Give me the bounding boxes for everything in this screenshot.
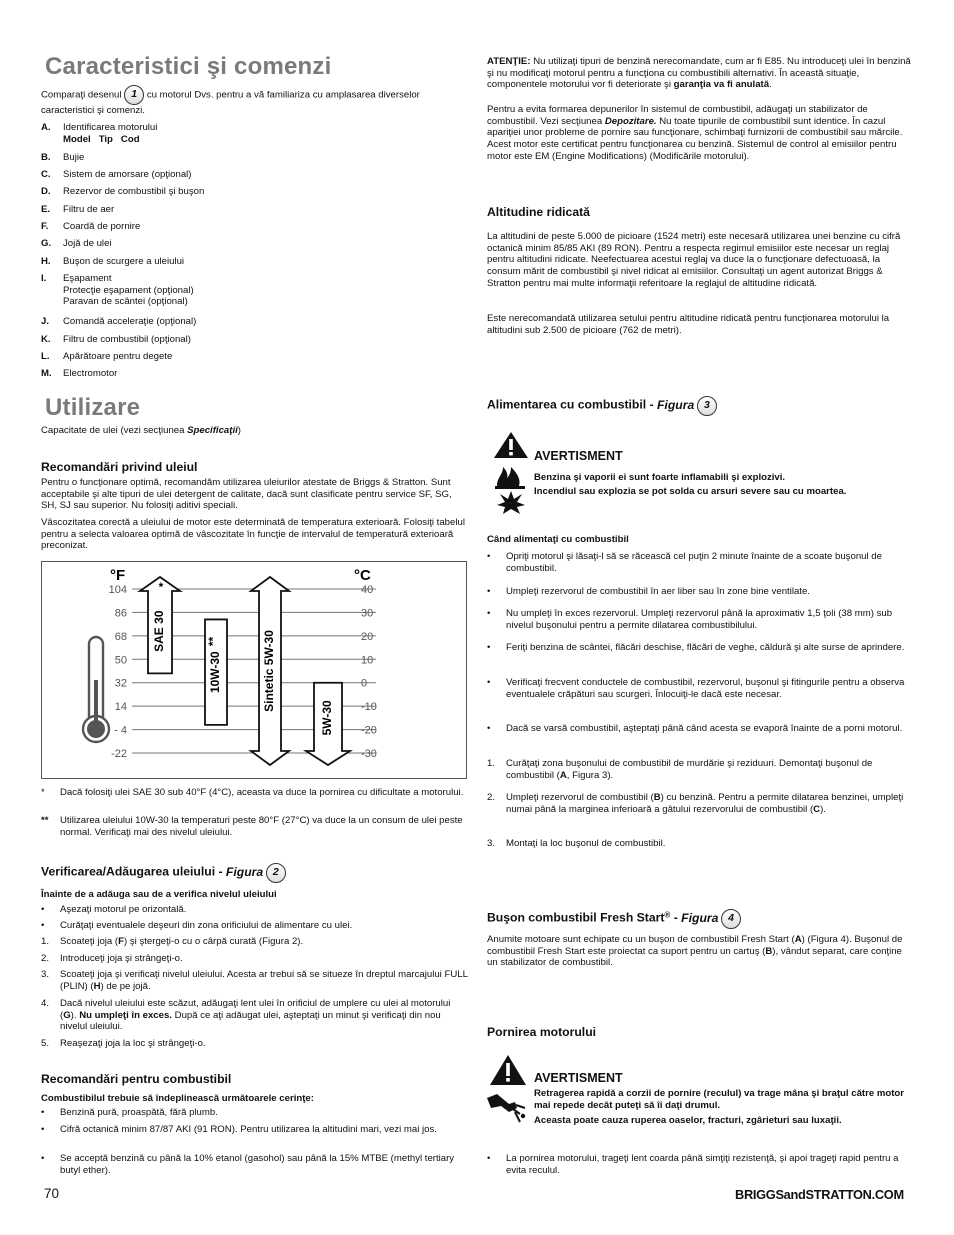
warning1-title: AVERTISMENT <box>534 449 623 463</box>
list-marker: 5. <box>41 1038 50 1049</box>
feature-text <box>63 351 172 363</box>
feature-line: Comandă acceleraţie (opţional) <box>63 316 197 327</box>
list-text: Montaţi la loc buşonul de combustibil. <box>506 838 666 849</box>
viscosity-bar-label: SAE 30 <box>152 610 167 652</box>
feature-item <box>41 169 468 181</box>
when-fueling: Când alimentaţi cu combustibil <box>487 534 629 545</box>
list-text: Se acceptă benzină cu până la 10% etanol (gasohol) sau până la 15% MTBE (methyl tertiary butyl ether). <box>60 1153 455 1176</box>
feature-line: Rezervor de combustibil şi buşon <box>63 186 205 197</box>
celsius-tick-label: 0 <box>361 677 368 690</box>
warning-triangle-recoil-icon <box>487 1054 529 1130</box>
feature-line: Sistem de amorsare (opţional) <box>63 169 192 180</box>
feature-item <box>41 316 468 328</box>
feature-line: Filtru de combustibil (opţional) <box>63 334 191 345</box>
list-text: Verificaţi frecvent conductele de combustibil, rezervorul, buşonul şi fitingurile pentru a observa eventualele crăpături sau scurgeri. Înlocuiţi-le dacă este necesar. <box>506 677 905 700</box>
list-text: Umpleţi rezervorul de combustibil în aer liber sau în zone bine ventilate. <box>506 586 810 597</box>
feature-line: Protecţie eşapament (opţional) <box>63 284 194 296</box>
viscosity-bar-mark: ** <box>206 636 220 647</box>
usage-title: Utilizare <box>45 394 141 421</box>
feature-label: H. <box>41 256 51 267</box>
page-number: 70 <box>44 1186 60 1201</box>
viscosity-bar <box>306 683 350 765</box>
feature-text <box>63 273 194 308</box>
list-marker: • <box>487 723 491 734</box>
feature-text <box>63 221 140 233</box>
fueling-heading: Alimentarea cu combustibil - Figura 3 <box>487 396 717 416</box>
warning-icons <box>491 431 531 515</box>
check-oil-intro: Înainte de a adăuga sau de a verifica nivelul uleiului <box>41 889 277 900</box>
figure-2-icon: 2 <box>266 863 286 883</box>
list-item <box>487 758 915 781</box>
feature-text <box>63 368 117 380</box>
intro-text-before: Comparaţi desenul <box>41 89 122 101</box>
feature-text <box>63 256 184 268</box>
fahrenheit-tick-label: 32 <box>114 677 127 690</box>
viscosity-bar-label: Sintetic 5W-30 <box>262 630 277 712</box>
list-marker: • <box>41 904 45 915</box>
list-item <box>41 1124 468 1136</box>
warning1-line1: Benzina şi vaporii ei sunt foarte inflamabili şi explozivi. <box>534 472 786 483</box>
feature-text <box>63 316 196 328</box>
figure-3-icon: 3 <box>697 396 717 416</box>
altitude-title: Altitudine ridicată <box>487 205 590 219</box>
feature-line: Identificarea motorului <box>63 122 158 133</box>
feature-text <box>63 122 157 145</box>
feature-item <box>41 186 468 198</box>
feature-line: Jojă de ulei <box>63 238 112 249</box>
feature-line: Apărătoare pentru degete <box>63 351 173 362</box>
feature-label: E. <box>41 204 51 215</box>
list-marker: • <box>487 608 491 619</box>
viscosity-bar-mark: * <box>158 580 164 594</box>
feature-line: Paravan de scântei (opţional) <box>63 296 188 308</box>
brand-url: BRIGGSandSTRATTON.COM <box>735 1187 904 1202</box>
attention-paragraph: ATENŢIE: Nu utilizaţi tipuri de benzină nerecomandate, cum ar fi E85. Nu introduceţi ulei în benzină şi nu modificaţi motorul pentru a funcţiona cu combustibili alternativi. În această situaţie, componentele motorului vor fi deteriorate şi garanţia va fi anulată. <box>487 56 911 91</box>
freshstart-heading: Buşon combustibil Fresh Start® - Figura 4 <box>487 909 741 929</box>
features-title: Caracteristici şi comenzi <box>45 53 332 80</box>
feature-item <box>41 238 468 250</box>
feature-item <box>41 221 468 233</box>
feature-text <box>63 204 114 216</box>
celsius-tick-label: -10 <box>361 701 377 714</box>
feature-label: M. <box>41 368 52 379</box>
list-item <box>487 551 915 574</box>
feature-item <box>41 152 468 164</box>
list-text: Nu umpleţi în exces rezervorul. Umpleţi rezervorul până la aproximativ 1,5 ţoli (38 mm) sub nivelul buşonului pentru a permite dilatarea combustibilului. <box>506 608 893 631</box>
feature-label: C. <box>41 169 51 180</box>
oil-rec-p2: Vâscozitatea corectă a uleiului de motor este determinată de temperatura exterioară. Folosiţi tabelul pentru a selecta valoarea optimă de vâscozitate în funcţie de intervalul de temperatură exterioară preconizat. <box>41 517 465 552</box>
fahrenheit-tick-label: 14 <box>114 701 127 714</box>
list-item <box>41 920 468 932</box>
oil-rec-title: Recomandări privind uleiul <box>41 460 198 474</box>
feature-line: Buşon de scurgere a uleiului <box>63 256 185 267</box>
altitude-p1: La altitudini de peste 5.000 de picioare (1524 metri) este necesară utilizarea unei benzine cu cifră octanică minim 85/85 AKI (89 RON). Pentru a respecta regimul emisiilor este necesar un reglaj pentru altitudini ridicate. Neefectuarea acestui reglaj va duce la o funcţionare defectuoasă, la consum mărit de combustibil şi nivel ridicat al emisiilor. Consultaţi un agent autorizat Briggs & Stratton pentru mai multe informaţii referitoare la reglajul de altitudine ridicată. <box>487 231 901 289</box>
feature-text <box>63 334 191 346</box>
feature-label: D. <box>41 186 51 197</box>
list-item <box>487 723 915 735</box>
celsius-tick-label: 10 <box>361 654 374 667</box>
feature-label: K. <box>41 334 51 345</box>
list-text: Dacă nivelul uleiului este scăzut, adăugaţi lent ulei în orificiul de umplere cu ulei al motorului (G). Nu umpleţi în exces. După ce aţi adăugat ulei, aşteptaţi un minut şi verificaţi din nou nivelul uleiului. <box>60 998 451 1033</box>
list-text: Scoateţi joja şi verificaţi nivelul uleiului. Acesta ar trebui să se situeze în dreptul marcajului FULL (PLIN) (H) de pe jojă. <box>60 969 468 992</box>
feature-label: J. <box>41 316 50 327</box>
fahrenheit-tick-label: 86 <box>114 607 127 620</box>
feature-label: G. <box>41 238 52 249</box>
list-text: Umpleţi rezervorul de combustibil (B) cu benzină. Pentru a permite dilatarea benzinei, umpleţi numai până la marginea inferioară a gâtului rezervorului de combustibil (C). <box>506 792 904 815</box>
figure-1-icon: 1 <box>124 85 144 105</box>
feature-item <box>41 334 468 346</box>
list-text: Reaşezaţi joja la loc şi strângeţi-o. <box>60 1038 206 1049</box>
list-marker: • <box>487 642 491 653</box>
fahrenheit-tick-label: 50 <box>114 654 127 667</box>
feature-text <box>63 152 84 164</box>
fahrenheit-tick-label: -22 <box>111 748 127 760</box>
warning2-line2: Aceasta poate cauza ruperea oaselor, fracturi, zgârieturi sau luxaţii. <box>534 1115 842 1126</box>
list-item <box>41 953 468 965</box>
chart-svg <box>42 562 466 778</box>
list-marker: • <box>41 1124 45 1135</box>
freshstart-paragraph: Anumite motoare sunt echipate cu un buşon de combustibil Fresh Start (A) (Figura 4). Buşonul de combustibil Fresh Start este proiectat ca suport pentru un cartuş (B), vândut separat, care conţine un stabilizator de combustibil. <box>487 934 903 969</box>
viscosity-bar-label: 10W-30 <box>208 651 223 694</box>
feature-item <box>41 204 468 216</box>
celsius-tick-label: -30 <box>361 748 377 760</box>
list-marker: • <box>487 677 491 688</box>
start-bullet: • La pornirea motorului, trageţi lent coarda până simţiţi rezistenţă, şi apoi trageţi rapid pentru a evita reculul. <box>487 1153 899 1176</box>
list-item <box>41 904 468 916</box>
list-text: Feriţi benzina de scântei, flăcări deschise, flăcări de veghe, căldură şi alte surse de aprindere. <box>506 642 905 653</box>
viscosity-bar <box>251 577 289 765</box>
feature-text <box>63 238 112 250</box>
feature-sub: Model Tip Cod <box>63 133 140 145</box>
deposits-paragraph: Pentru a evita formarea depunerilor în sistemul de combustibil, adăugaţi un stabilizator de combustibil. Vezi secţiunea Depozitare. Nu toate tipurile de combustibil sunt identice. În cazul apariţiei unor probleme de pornire sau funcţionare, schimbaţi furnizorii de combustibil sau mărcile. Acest motor este certificat pentru funcţionarea cu benzină. Sistemul de control al emisiilor pentru motor este EM (Engine Modifications) (Modificările motorului). <box>487 104 903 162</box>
celsius-tick-label: 40 <box>361 584 374 596</box>
feature-item <box>41 351 468 363</box>
list-item <box>41 1038 468 1050</box>
feature-item <box>41 273 468 308</box>
list-marker: 2. <box>41 953 50 964</box>
starting-title: Pornirea motorului <box>487 1025 597 1039</box>
feature-line: Bujie <box>63 152 85 163</box>
figure-4-icon: 4 <box>721 909 741 929</box>
list-text: Cifră octanică minim 87/87 AKI (91 RON). Pentru utilizarea la altitudini mari, vezi mai jos. <box>60 1124 437 1135</box>
list-item <box>487 642 915 654</box>
features-intro <box>41 85 468 117</box>
list-marker: • <box>487 551 491 562</box>
list-marker: 2. <box>487 792 496 803</box>
list-marker: 4. <box>41 998 50 1009</box>
list-marker: • <box>41 920 45 931</box>
oil-capacity: Capacitate de ulei (vezi secţiunea Specificaţii) <box>41 425 241 436</box>
oil-viscosity-chart <box>41 561 467 779</box>
feature-label: I. <box>41 273 47 284</box>
list-text: Opriţi motorul şi lăsaţi-l să se răcească cel puţin 2 minute înainte de a scoate buşonul de combustibil. <box>506 551 882 574</box>
fahrenheit-tick-label: 104 <box>108 584 127 596</box>
feature-text <box>63 169 192 181</box>
fuel-rec-title: Recomandări pentru combustibil <box>41 1072 232 1086</box>
list-text: Curăţaţi zona buşonului de combustibil de murdărie şi reziduuri. Demontaţi buşonul de combustibil (A, Figura 3). <box>506 758 873 781</box>
thermometer-mercury <box>94 680 98 724</box>
feature-item <box>41 122 468 145</box>
viscosity-bar-label: 5W-30 <box>320 700 335 736</box>
viscosity-bar <box>205 619 227 724</box>
list-item <box>487 586 915 598</box>
list-item <box>41 998 468 1033</box>
list-marker: 3. <box>487 838 496 849</box>
list-item <box>41 936 468 948</box>
footnote-1: * Dacă folosiţi ulei SAE 30 sub 40°F (4°C), aceasta va duce la pornirea cu dificultate a motorului. <box>41 787 464 798</box>
celsius-label: °C <box>354 567 371 584</box>
feature-label: B. <box>41 152 51 163</box>
warning-triangle-fire-explosion-icon <box>491 431 531 515</box>
feature-item <box>41 368 468 380</box>
list-item <box>487 838 915 850</box>
oil-rec-p1: Pentru o funcţionare optimă, recomandăm utilizarea uleiurilor atestate de Briggs & Stratton. Sunt acceptabile şi alte tipuri de ulei detergent de calitate, dacă sunt clasificate pentru service SF, SG, SH, SJ sau superior. Nu folosiţi aditivi speciali. <box>41 477 452 512</box>
list-item <box>487 677 915 700</box>
list-item <box>487 792 915 815</box>
celsius-tick-label: -20 <box>361 724 377 737</box>
feature-line: Electromotor <box>63 368 118 379</box>
check-oil-heading: Verificarea/Adăugarea uleiului - Figura 2 <box>41 863 286 883</box>
feature-text <box>63 186 204 198</box>
fahrenheit-label: °F <box>110 567 126 584</box>
list-marker: • <box>41 1107 45 1118</box>
list-marker: 3. <box>41 969 50 980</box>
fuel-rec-intro: Combustibilul trebuie să îndeplinească următoarele cerinţe: <box>41 1093 314 1104</box>
feature-item <box>41 256 468 268</box>
list-text: Benzină pură, proaspătă, fără plumb. <box>60 1107 218 1118</box>
intro-text-after: cu motorul Dvs. pentru a vă familiariza cu amplasarea diverselor caracteristici şi comenzi. <box>41 89 420 116</box>
list-text: Aşezaţi motorul pe orizontală. <box>60 904 187 915</box>
feature-line: Eşapament <box>63 273 112 284</box>
warning2-line1: Retragerea rapidă a corzii de pornire (reculul) va trage mâna şi braţul către motor mai repede decât puteţi să îi daţi drumul. <box>534 1088 905 1111</box>
list-item <box>41 969 468 992</box>
footnote-2: ** Utilizarea uleiului 10W-30 la temperaturi peste 80°F (27°C) va duce la un consum de ulei peste normal. Verificaţi mai des nivelul uleiului. <box>41 815 463 838</box>
feature-line: Coardă de pornire <box>63 221 141 232</box>
fahrenheit-tick-label: - 4 <box>114 724 127 737</box>
feature-label: L. <box>41 351 50 362</box>
thermometer-icon <box>83 637 109 742</box>
list-text: Scoateţi joja (F) şi ştergeţi-o cu o cârpă curată (Figura 2). <box>60 936 304 947</box>
list-text: Dacă se varsă combustibil, aşteptaţi până când acesta se evaporă înainte de a porni motorul. <box>506 723 903 734</box>
list-item <box>41 1107 468 1119</box>
list-marker: • <box>41 1153 45 1164</box>
feature-label: F. <box>41 221 49 232</box>
list-marker: • <box>487 586 491 597</box>
list-text: Introduceţi joja şi strângeţi-o. <box>60 953 183 964</box>
list-item <box>41 1153 468 1176</box>
altitude-p2: Este nerecomandată utilizarea setului pentru altitudine ridicată pentru funcţionarea motorului la altitudini sub 2.500 de picioare (762 de metri). <box>487 313 890 336</box>
list-marker: 1. <box>487 758 496 769</box>
warning2-icons <box>487 1054 529 1130</box>
celsius-tick-label: 20 <box>361 630 374 643</box>
list-marker: 1. <box>41 936 50 947</box>
feature-line: Filtru de aer <box>63 204 115 215</box>
fahrenheit-tick-label: 68 <box>114 630 127 643</box>
warning1-line2: Incendiul sau explozia se pot solda cu arsuri severe sau cu moartea. <box>534 486 847 497</box>
warning2-title: AVERTISMENT <box>534 1071 623 1085</box>
feature-label: A. <box>41 122 51 133</box>
list-text: Curăţaţi eventualele deşeuri din zona orificiului de alimentare cu ulei. <box>60 920 353 931</box>
celsius-tick-label: 30 <box>361 607 374 620</box>
list-item <box>487 608 915 631</box>
